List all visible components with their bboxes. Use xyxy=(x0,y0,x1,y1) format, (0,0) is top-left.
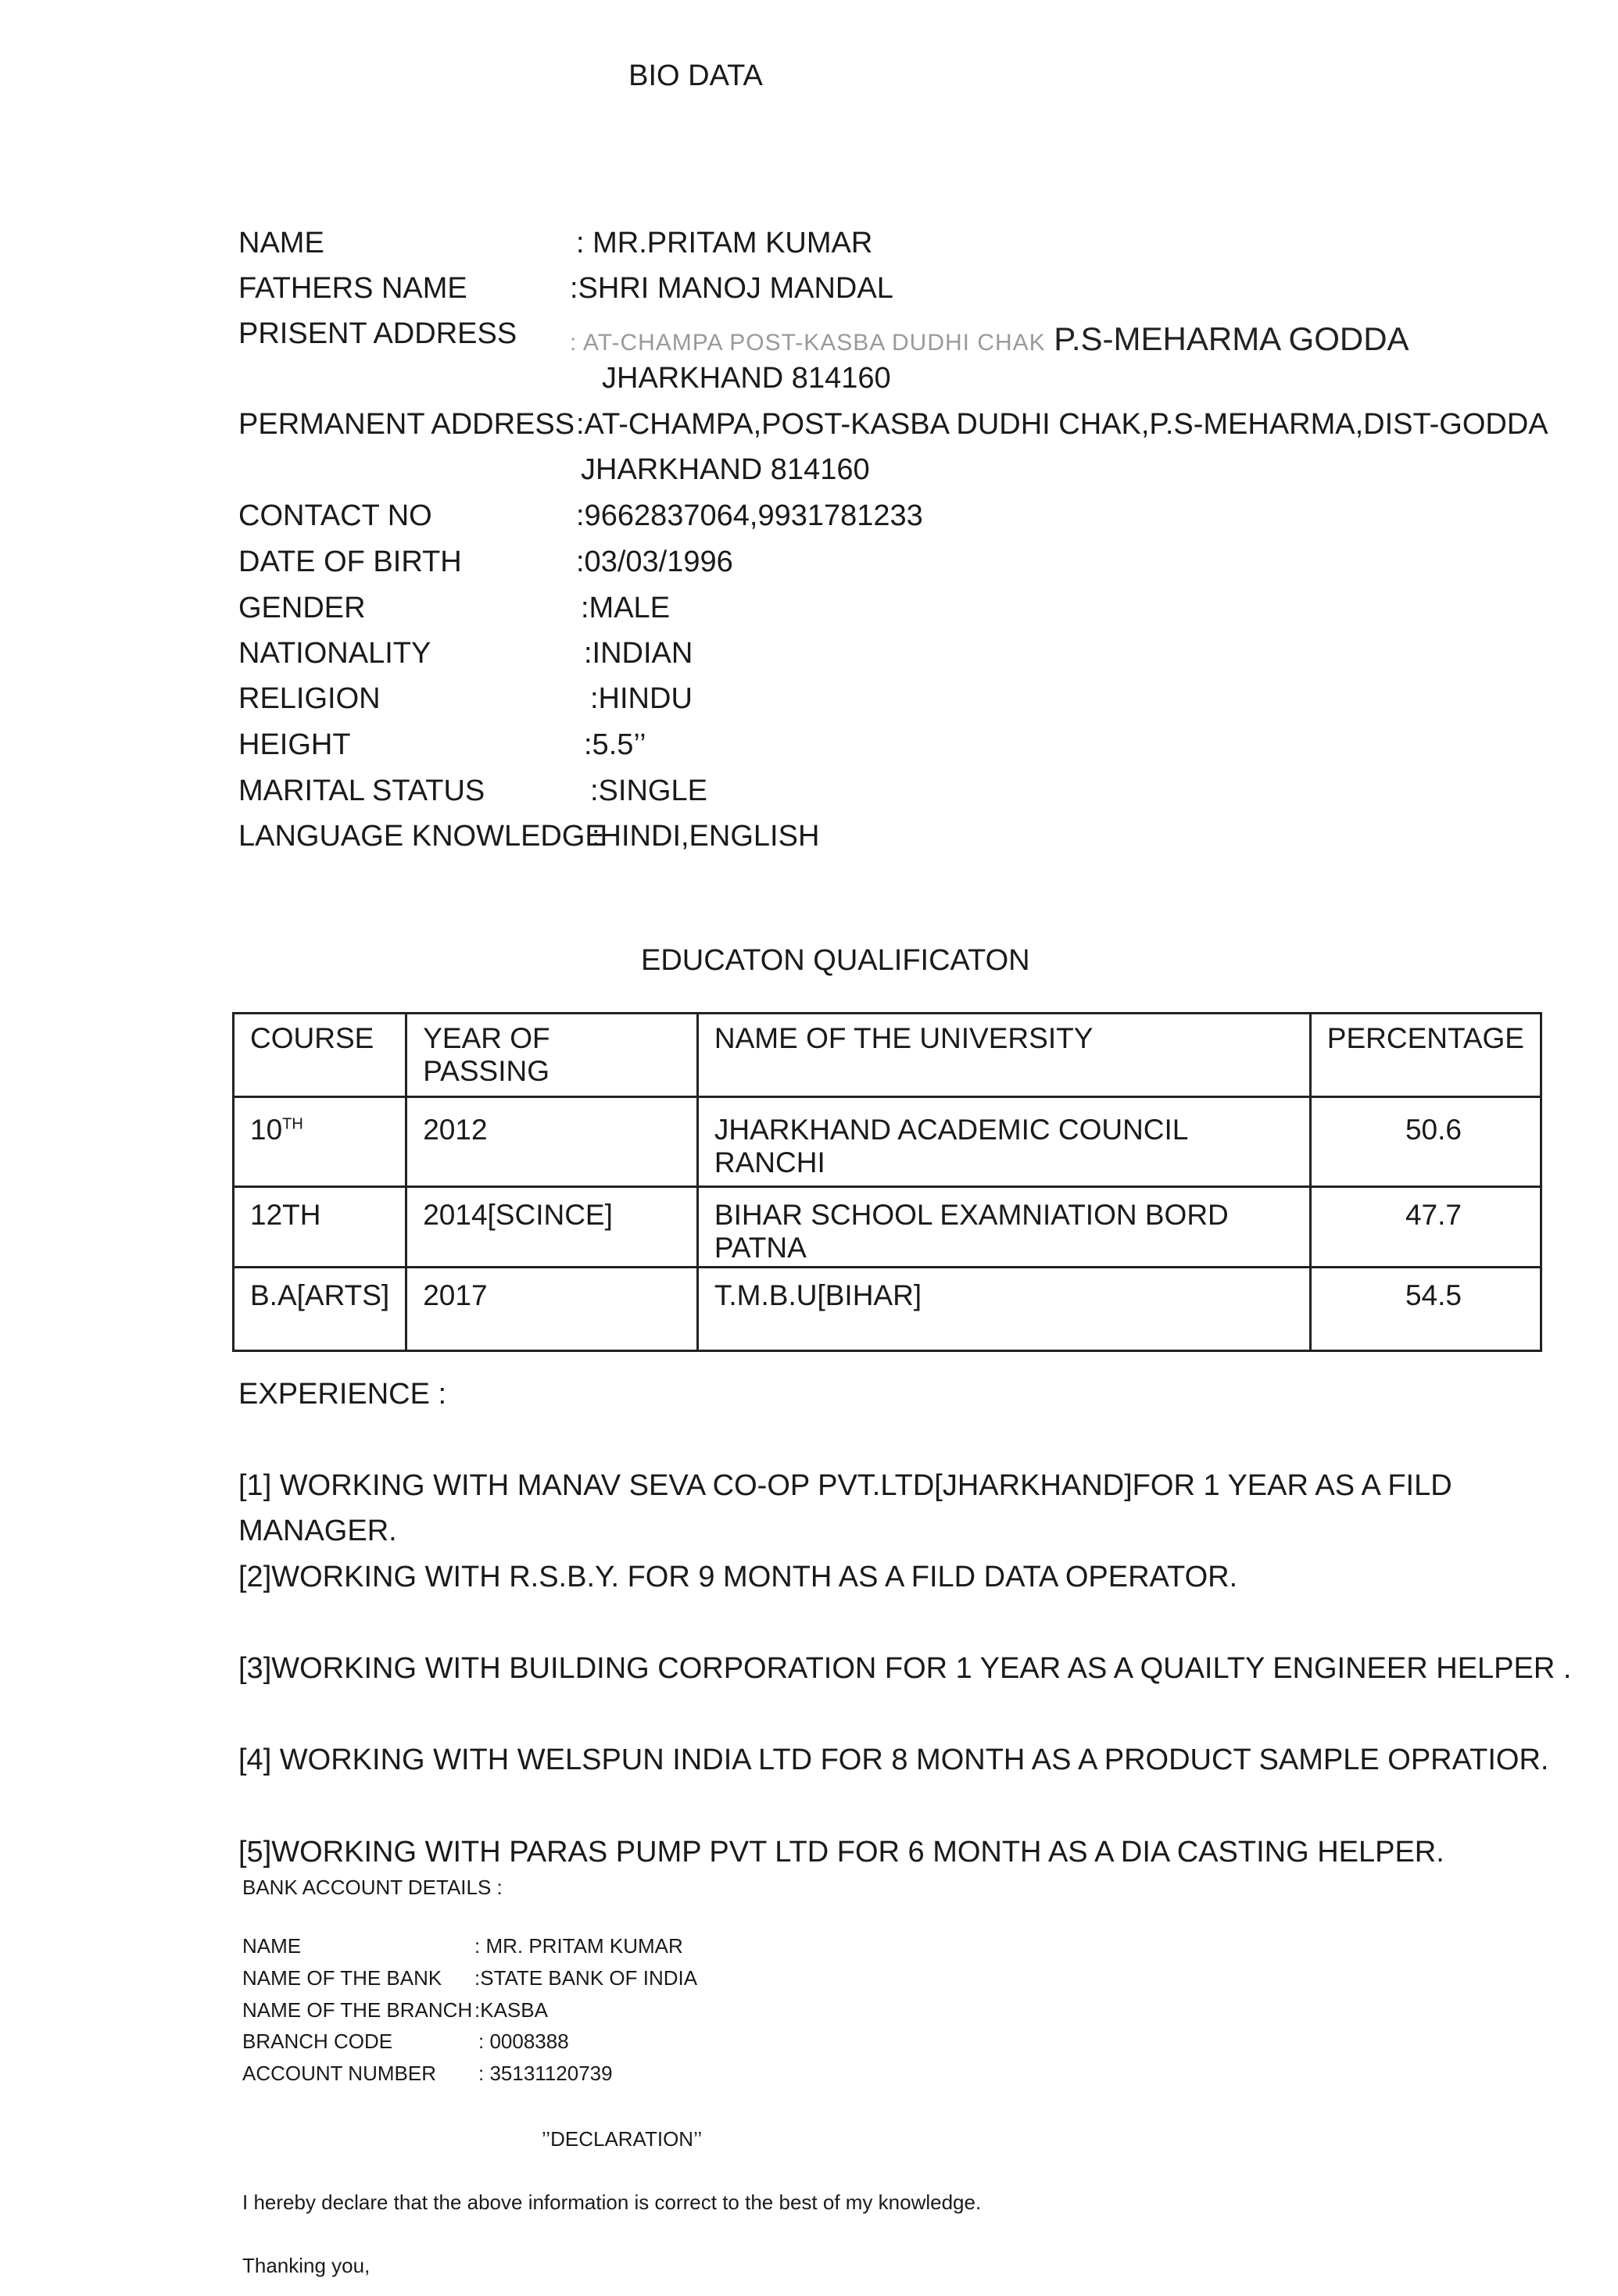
column-header: COURSE xyxy=(234,1014,406,1097)
bank-label: BRANCH CODE xyxy=(242,2030,393,2053)
experience-item: [1] WORKING WITH MANAV SEVA CO-OP PVT.LTD[JHARKHAND]FOR 1 YEAR AS A FILD xyxy=(238,1469,1452,1502)
bank-label: NAME OF THE BANK xyxy=(242,1966,442,1990)
field-label: GENDER xyxy=(238,592,366,624)
percentage-cell: 47.7 xyxy=(1310,1187,1541,1268)
column-header: PERCENTAGE xyxy=(1310,1014,1541,1097)
year-cell: 2017 xyxy=(406,1268,698,1351)
field-value: :AT-CHAMPA,POST-KASBA DUDHI CHAK,P.S-MEHARMA,DIST-GODDA xyxy=(576,408,1548,441)
field-value: JHARKHAND 814160 xyxy=(602,362,891,395)
field-value: :SHRI MANOJ MANDAL xyxy=(570,272,893,305)
course-cell xyxy=(234,1097,406,1187)
course-text: 10 xyxy=(250,1114,283,1146)
field-label: LANGUAGE KNOWLEDGE xyxy=(238,820,605,853)
field-label: HEIGHT xyxy=(238,728,351,761)
column-header: NAME OF THE UNIVERSITY xyxy=(697,1014,1310,1097)
bank-value: :KASBA xyxy=(474,1998,548,2022)
field-value: :9662837064,9931781233 xyxy=(576,499,923,532)
column-header: YEAR OF PASSING xyxy=(406,1014,698,1097)
table-row xyxy=(234,1187,1541,1268)
bank-heading: BANK ACCOUNT DETAILS : xyxy=(242,1876,503,1899)
declaration-text: I hereby declare that the above information is correct to the best of my knowledge. xyxy=(242,2190,982,2214)
present-address-strong-text: P.S-MEHARMA GODDA xyxy=(1054,320,1409,357)
experience-heading: EXPERIENCE : xyxy=(238,1378,447,1411)
field-label: PERMANENT ADDRESS xyxy=(238,408,575,441)
field-value: : MR.PRITAM KUMAR xyxy=(576,227,873,259)
table-header-row xyxy=(234,1014,1541,1097)
table-row xyxy=(234,1097,1541,1187)
education-table xyxy=(232,1012,1542,1352)
field-value-faded xyxy=(570,320,1409,358)
bank-value: : 35131120739 xyxy=(478,2062,613,2085)
field-value: :03/03/1996 xyxy=(576,545,733,578)
table-row xyxy=(234,1268,1541,1351)
university-cell: BIHAR SCHOOL EXAMNIATION BORD PATNA xyxy=(697,1187,1310,1268)
closing-text: Thanking you, xyxy=(242,2254,370,2277)
bank-value: :STATE BANK OF INDIA xyxy=(474,1966,698,1990)
experience-item: [2]WORKING WITH R.S.B.Y. FOR 9 MONTH AS A FILD DATA OPERATOR. xyxy=(238,1561,1238,1593)
year-cell: 2012 xyxy=(406,1097,698,1187)
field-label: NAME xyxy=(238,227,324,259)
experience-item: [3]WORKING WITH BUILDING CORPORATION FOR 1 YEAR AS A QUAILTY ENGINEER HELPER . xyxy=(238,1652,1572,1685)
education-heading: EDUCATON QUALIFICATON xyxy=(641,944,1030,977)
field-label: RELIGION xyxy=(238,682,381,715)
bank-label: ACCOUNT NUMBER xyxy=(242,2062,436,2085)
field-label: CONTACT NO xyxy=(238,499,432,532)
bank-label: NAME OF THE BRANCH xyxy=(242,1998,473,2022)
field-label: DATE OF BIRTH xyxy=(238,545,462,578)
field-label: MARITAL STATUS xyxy=(238,774,485,807)
course-cell: B.A[ARTS] xyxy=(234,1268,406,1351)
field-value: :MALE xyxy=(581,592,671,624)
course-superscript: TH xyxy=(282,1115,303,1133)
present-address-faded-text: : AT-CHAMPA POST-KASBA DUDHI CHAK xyxy=(570,330,1046,356)
field-value: :INDIAN xyxy=(584,637,693,670)
year-cell: 2014[SCINCE] xyxy=(406,1187,698,1268)
experience-item: [5]WORKING WITH PARAS PUMP PVT LTD FOR 6 MONTH AS A DIA CASTING HELPER. xyxy=(238,1836,1444,1869)
declaration-heading: ’’DECLARATION’’ xyxy=(542,2127,703,2151)
field-value: :HINDU xyxy=(590,682,693,715)
document-title: BIO DATA xyxy=(628,59,763,92)
percentage-cell: 54.5 xyxy=(1310,1268,1541,1351)
bank-value: : 0008388 xyxy=(478,2030,569,2053)
university-cell: T.M.B.U[BIHAR] xyxy=(697,1268,1310,1351)
field-label: NATIONALITY xyxy=(238,637,431,670)
experience-item: [4] WORKING WITH WELSPUN INDIA LTD FOR 8 MONTH AS A PRODUCT SAMPLE OPRATIOR. xyxy=(238,1743,1549,1776)
bank-label: NAME xyxy=(242,1934,302,1958)
field-value: :5.5’’ xyxy=(584,728,646,761)
university-cell: JHARKHAND ACADEMIC COUNCIL RANCHI xyxy=(697,1097,1310,1187)
field-label: FATHERS NAME xyxy=(238,272,467,305)
experience-item: MANAGER. xyxy=(238,1515,397,1547)
field-value: JHARKHAND 814160 xyxy=(581,453,870,486)
field-label: PRISENT ADDRESS xyxy=(238,317,517,350)
percentage-cell: 50.6 xyxy=(1310,1097,1541,1187)
field-value: :HINDI,ENGLISH xyxy=(592,820,820,853)
course-cell: 12TH xyxy=(234,1187,406,1268)
bank-value: : MR. PRITAM KUMAR xyxy=(474,1934,683,1958)
field-value: :SINGLE xyxy=(590,774,707,807)
